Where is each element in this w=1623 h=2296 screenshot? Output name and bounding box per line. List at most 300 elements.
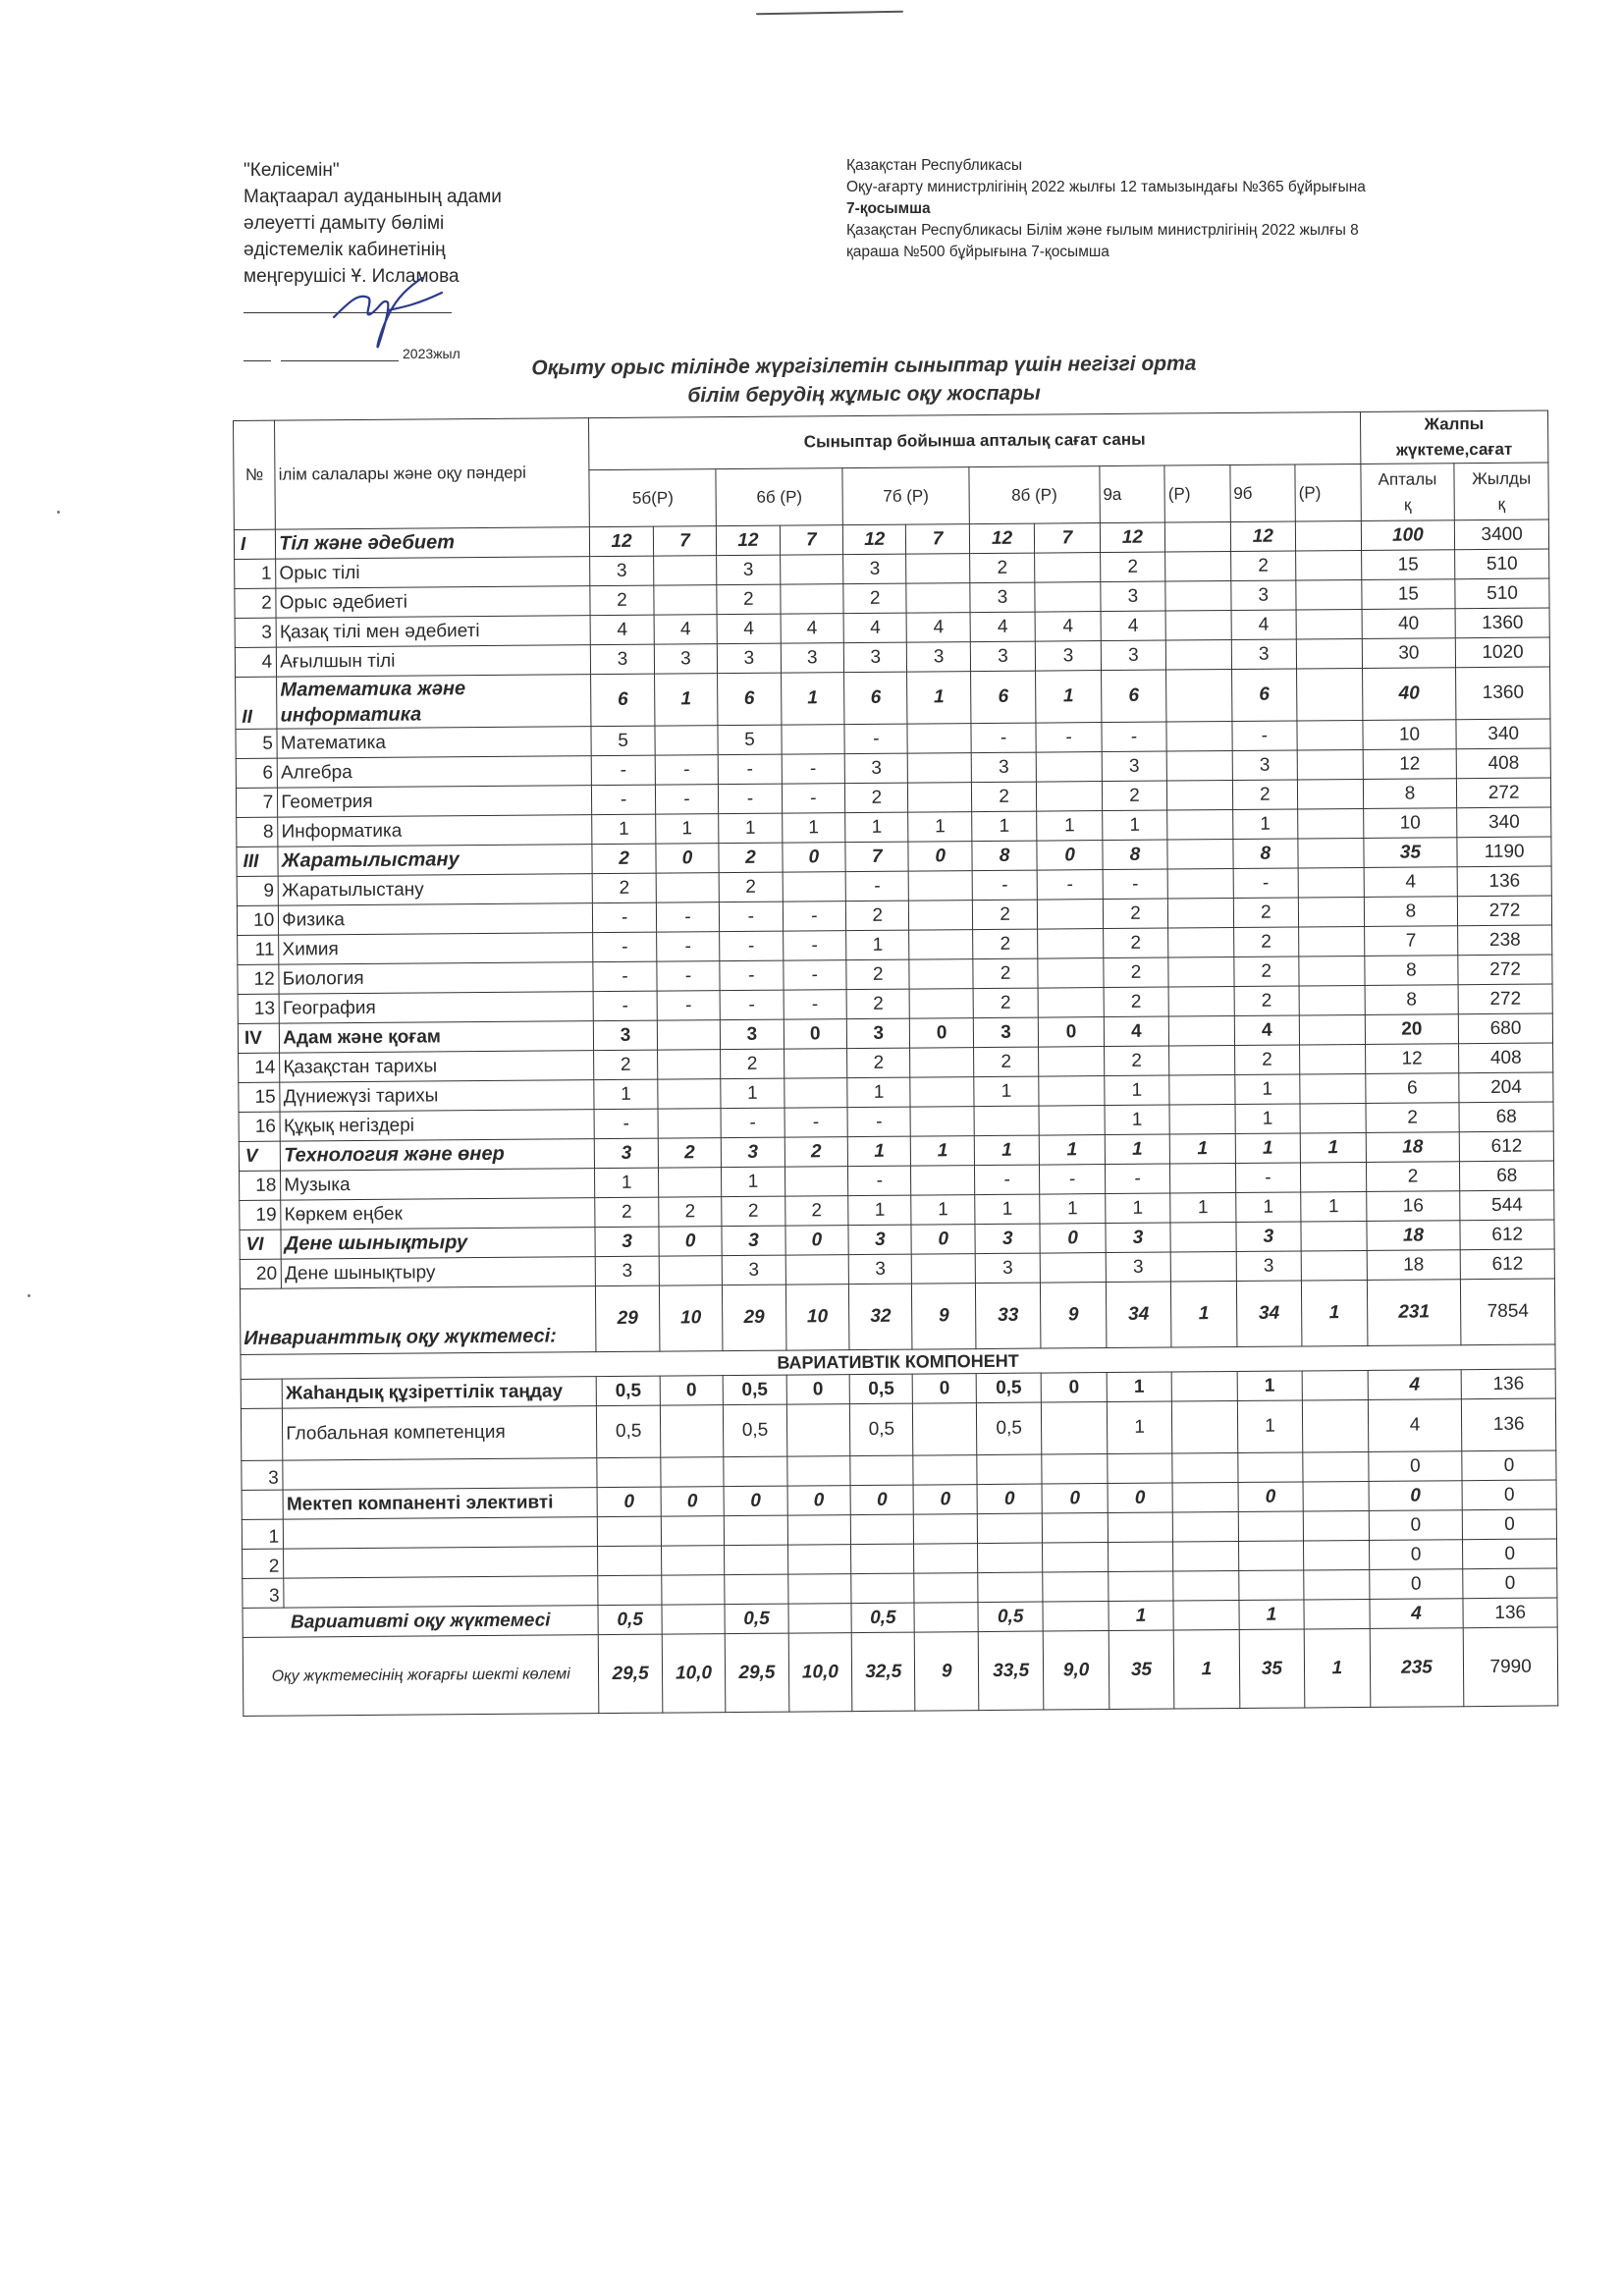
yearly-total: 0 bbox=[1463, 1568, 1557, 1599]
subject-name: Орыс тілі bbox=[276, 557, 590, 589]
hours-cell: 4 bbox=[1231, 610, 1297, 640]
row-number: 15 bbox=[239, 1082, 280, 1112]
hours-cell bbox=[1042, 1402, 1108, 1455]
variative-weekly-total: 4 bbox=[1370, 1599, 1464, 1629]
hours-cell bbox=[598, 1546, 662, 1576]
weekly-total: 0 bbox=[1369, 1540, 1463, 1570]
weekly-total: 8 bbox=[1363, 779, 1457, 809]
hours-cell: 4 bbox=[1035, 612, 1101, 642]
yearly-total: 510 bbox=[1455, 578, 1549, 609]
weekly-total: 12 bbox=[1363, 749, 1457, 780]
hours-cell: - bbox=[1235, 1163, 1301, 1193]
row-number: 19 bbox=[240, 1200, 281, 1230]
hours-cell: 1 bbox=[594, 1079, 658, 1110]
hours-cell bbox=[913, 1455, 977, 1486]
subject-name: География bbox=[279, 992, 593, 1024]
hours-cell: 0,5 bbox=[849, 1403, 913, 1456]
section-name: Жаратылыстану bbox=[278, 845, 592, 877]
hours-cell bbox=[1039, 1076, 1105, 1107]
hours-cell bbox=[780, 584, 843, 615]
subject-name: Ағылшын тілі bbox=[277, 645, 591, 678]
hours-cell: 0 bbox=[913, 1374, 977, 1404]
invariant-total-cell: 9 bbox=[912, 1284, 976, 1350]
hours-cell: 2 bbox=[784, 1196, 848, 1227]
max-load-weekly-total: 235 bbox=[1370, 1628, 1464, 1708]
row-number bbox=[241, 1408, 283, 1460]
day-blank bbox=[243, 360, 271, 361]
hours-cell bbox=[657, 1020, 721, 1051]
max-load-row bbox=[243, 1627, 1558, 1717]
hours-cell bbox=[909, 871, 973, 902]
yearly-total: 272 bbox=[1458, 955, 1552, 985]
section-name: Технология және өнер bbox=[281, 1139, 595, 1172]
hours-cell: 1 bbox=[595, 1168, 659, 1198]
hours-cell bbox=[912, 1254, 976, 1285]
scan-speck bbox=[27, 1294, 30, 1297]
hours-cell bbox=[1038, 900, 1104, 930]
hours-cell: 0 bbox=[911, 1225, 975, 1255]
subject-name: Орыс әдебиеті bbox=[276, 586, 590, 619]
row-number: 10 bbox=[237, 905, 278, 935]
hours-cell: 2 bbox=[722, 1196, 785, 1227]
hours-cell: 1 bbox=[1300, 1132, 1366, 1163]
max-load-cell: 9 bbox=[915, 1632, 979, 1712]
hours-cell: 0 bbox=[784, 1019, 847, 1050]
hours-cell: 2 bbox=[1102, 781, 1167, 811]
yearly-total: 340 bbox=[1456, 719, 1550, 749]
hours-cell bbox=[1297, 720, 1363, 750]
hours-cell: - bbox=[1103, 869, 1168, 900]
hours-cell: 6 bbox=[718, 673, 782, 726]
hours-cell bbox=[908, 753, 972, 784]
subject-name: Жаратылыстану bbox=[278, 874, 592, 906]
hours-cell bbox=[1169, 1105, 1235, 1135]
row-number: 14 bbox=[239, 1053, 280, 1082]
hours-cell: 1 bbox=[1237, 1371, 1303, 1401]
header-weekly-hours: Сыныптар бойынша апталық сағат саны bbox=[589, 411, 1361, 469]
yearly-total: 510 bbox=[1455, 549, 1549, 579]
yearly-total: 238 bbox=[1458, 925, 1552, 956]
variative-total-label: Вариативті оқу жүктемесі bbox=[243, 1606, 599, 1638]
max-load-cell: 35 bbox=[1109, 1630, 1174, 1710]
hours-cell: 0 bbox=[724, 1486, 787, 1516]
hours-cell bbox=[1237, 1452, 1303, 1483]
hours-cell bbox=[1298, 779, 1364, 809]
hours-cell bbox=[787, 1545, 851, 1575]
hours-cell: 0 bbox=[850, 1485, 914, 1515]
hours-cell: 2 bbox=[1104, 987, 1169, 1017]
hours-cell bbox=[1170, 1164, 1236, 1194]
weekly-total: 10 bbox=[1363, 808, 1457, 839]
hours-cell bbox=[783, 872, 846, 902]
variative-subject-name bbox=[284, 1576, 598, 1609]
hours-cell: 3 bbox=[595, 1227, 659, 1257]
hours-cell: 4 bbox=[843, 613, 907, 643]
weekly-total: 8 bbox=[1364, 956, 1458, 986]
hours-cell bbox=[1297, 668, 1363, 721]
row-number: 6 bbox=[236, 758, 277, 788]
hours-cell bbox=[1038, 958, 1104, 989]
row-number: 2 bbox=[235, 588, 276, 618]
weekly-total: 0 bbox=[1369, 1510, 1463, 1541]
title-line-2: білім берудің жұмыс оқу жоспары bbox=[687, 381, 1041, 408]
hours-cell: 0 bbox=[977, 1484, 1043, 1514]
hours-cell: 1 bbox=[654, 674, 718, 727]
variative-subject-name bbox=[283, 1458, 597, 1491]
order-line: Қазақстан Республикасы Білім және ғылым министрлігінің 2022 жылғы 8 bbox=[846, 222, 1359, 239]
subject-name: Құқық негіздері bbox=[280, 1110, 594, 1142]
hours-cell: 1 bbox=[721, 1078, 784, 1109]
hours-cell bbox=[656, 873, 720, 903]
hours-cell bbox=[1166, 670, 1232, 723]
hours-cell bbox=[1301, 1162, 1367, 1192]
hours-cell: 0 bbox=[908, 842, 972, 872]
hours-cell: 2 bbox=[659, 1197, 723, 1228]
hours-cell bbox=[1038, 988, 1104, 1018]
hours-cell bbox=[1169, 1016, 1235, 1047]
curriculum-table-wrapper bbox=[233, 410, 1558, 1716]
hours-cell: - bbox=[655, 755, 719, 786]
variative-total-cell: 0,5 bbox=[598, 1605, 662, 1635]
header-total-load-line2: жүктеме,сағат bbox=[1395, 439, 1513, 460]
hours-cell bbox=[1297, 749, 1363, 780]
hours-cell: 1 bbox=[974, 1076, 1040, 1107]
invariant-total-cell: 10 bbox=[785, 1285, 849, 1351]
variative-total-cell bbox=[1043, 1602, 1109, 1632]
invariant-yearly-total: 7854 bbox=[1461, 1279, 1555, 1345]
section-number: IV bbox=[238, 1023, 279, 1053]
hours-cell bbox=[1296, 579, 1362, 610]
header-yearly bbox=[1454, 463, 1548, 520]
subject-name: Геометрия bbox=[278, 786, 592, 818]
hours-cell: 2 bbox=[1104, 957, 1169, 988]
hours-cell: - bbox=[1105, 1164, 1170, 1194]
header-weekly-line1: Апталы bbox=[1378, 468, 1437, 489]
hours-cell: 3 bbox=[843, 554, 907, 584]
hours-cell: 1 bbox=[975, 1194, 1041, 1225]
invariant-total-cell: 29 bbox=[723, 1285, 786, 1351]
variative-total-cell bbox=[662, 1605, 726, 1635]
hours-cell: 3 bbox=[971, 752, 1037, 783]
weekly-total: 10 bbox=[1363, 720, 1457, 750]
hours-cell: 0 bbox=[1039, 1017, 1105, 1048]
yearly-total: 272 bbox=[1458, 984, 1552, 1014]
row-number: 8 bbox=[237, 817, 278, 847]
hours-cell: 1 bbox=[1105, 1075, 1170, 1106]
order-line: Қазақстан Республикасы bbox=[846, 157, 1023, 174]
hours-cell: 4 bbox=[1104, 1016, 1169, 1047]
hours-cell: 0 bbox=[785, 1226, 849, 1256]
row-number: 5 bbox=[236, 729, 277, 758]
invariant-total-label: Инварианттық оқу жүктемесі: bbox=[240, 1286, 596, 1355]
variative-total-cell bbox=[1173, 1600, 1239, 1630]
hours-cell: - bbox=[593, 991, 657, 1021]
hours-cell bbox=[1035, 582, 1101, 613]
hours-cell bbox=[1304, 1569, 1370, 1600]
hours-cell: 3 bbox=[975, 1253, 1041, 1284]
yearly-total: 0 bbox=[1462, 1450, 1556, 1481]
section-name: Тіл және әдебиет bbox=[276, 527, 590, 560]
hours-cell bbox=[1108, 1453, 1173, 1484]
weekly-total: 2 bbox=[1366, 1162, 1460, 1192]
hours-cell bbox=[1108, 1542, 1173, 1572]
hours-cell: 1 bbox=[1102, 810, 1167, 841]
hours-cell: - bbox=[657, 991, 721, 1021]
hours-cell bbox=[1166, 751, 1232, 782]
hours-cell: 1 bbox=[1036, 671, 1102, 724]
hours-cell bbox=[1037, 752, 1103, 783]
row-number: 18 bbox=[240, 1171, 281, 1200]
hours-cell: 1 bbox=[1235, 1192, 1301, 1223]
invariant-total-cell: 10 bbox=[659, 1285, 723, 1352]
yearly-total: 0 bbox=[1462, 1480, 1556, 1510]
hours-cell: 7 bbox=[845, 842, 909, 872]
hours-cell: 3 bbox=[591, 644, 655, 675]
subject-name: Химия bbox=[279, 933, 593, 965]
hours-cell: 12 bbox=[1100, 522, 1165, 553]
hours-cell: 8 bbox=[1233, 839, 1299, 869]
variative-total-cell: 0,5 bbox=[851, 1603, 915, 1633]
hours-cell bbox=[658, 1109, 722, 1139]
row-number: 7 bbox=[236, 788, 277, 817]
hours-cell: 2 bbox=[658, 1138, 722, 1169]
hours-cell bbox=[1296, 550, 1362, 580]
weekly-total: 30 bbox=[1362, 638, 1456, 669]
hours-cell: 1 bbox=[974, 1135, 1040, 1166]
weekly-total: 40 bbox=[1362, 609, 1456, 639]
hours-cell bbox=[914, 1544, 978, 1574]
hours-cell: 2 bbox=[717, 584, 781, 615]
hours-cell: 0 bbox=[1108, 1483, 1173, 1513]
variative-total-cell bbox=[914, 1603, 978, 1633]
row-number: 2 bbox=[243, 1549, 284, 1578]
hours-cell: 2 bbox=[1232, 780, 1298, 810]
hours-cell bbox=[653, 556, 717, 586]
hours-cell bbox=[1172, 1511, 1238, 1542]
order-line: 7-қосымша bbox=[846, 200, 931, 217]
subject-name: Қазақ тілі мен әдебиеті bbox=[276, 616, 590, 648]
header-class: 6б (Р) bbox=[716, 468, 842, 526]
hours-cell: 12 bbox=[969, 523, 1035, 554]
hours-cell bbox=[1301, 1250, 1367, 1281]
section-name: Дене шынықтыру bbox=[281, 1228, 595, 1260]
hours-cell bbox=[598, 1575, 662, 1606]
yearly-total: 136 bbox=[1462, 1398, 1556, 1451]
approval-line: әлеуетті дамыту бөлімі bbox=[243, 213, 445, 234]
header-subjects: ілім салалары және оқу пәндері bbox=[275, 418, 590, 530]
hours-cell: 2 bbox=[1233, 927, 1299, 957]
row-number: 9 bbox=[237, 876, 278, 905]
yearly-total: 272 bbox=[1458, 896, 1552, 926]
header-class: 5б(Р) bbox=[589, 469, 716, 527]
hours-cell: 3 bbox=[848, 1225, 912, 1255]
variative-total-cell: 0,5 bbox=[725, 1604, 788, 1634]
hours-cell bbox=[914, 1573, 978, 1604]
hours-cell: 4 bbox=[1101, 611, 1166, 641]
hours-cell: 2 bbox=[973, 988, 1039, 1018]
hours-cell: 2 bbox=[590, 585, 654, 616]
hours-cell bbox=[907, 724, 971, 754]
hours-cell: 1 bbox=[846, 930, 910, 960]
month-blank bbox=[281, 360, 399, 361]
hours-cell: 0 bbox=[910, 1018, 974, 1049]
hours-cell bbox=[909, 959, 973, 990]
hours-cell bbox=[1299, 926, 1365, 957]
hours-cell bbox=[1296, 609, 1362, 639]
hours-cell bbox=[659, 1256, 723, 1286]
hours-cell: 0 bbox=[1037, 841, 1103, 871]
hours-cell: - bbox=[720, 960, 784, 991]
yearly-total: 340 bbox=[1457, 807, 1551, 838]
hours-cell: 1 bbox=[1234, 1074, 1300, 1105]
hours-cell: 2 bbox=[844, 783, 908, 813]
header-yearly-line1: Жылды bbox=[1472, 468, 1532, 488]
title-line-1: Оқыту орыс тілінде жүргізілетін сыныптар үшін негізгі орта bbox=[531, 352, 1197, 380]
hours-cell: - bbox=[1040, 1165, 1106, 1195]
hours-cell: 0,5 bbox=[597, 1405, 661, 1458]
hours-cell bbox=[1301, 1221, 1367, 1251]
hours-cell bbox=[1165, 522, 1231, 553]
hours-cell: 1 bbox=[781, 673, 844, 726]
hours-cell bbox=[1298, 867, 1364, 898]
invariant-total-cell: 34 bbox=[1236, 1281, 1302, 1347]
hours-cell bbox=[785, 1255, 849, 1285]
hours-cell: 3 bbox=[781, 643, 844, 674]
hours-cell bbox=[1302, 1399, 1368, 1452]
hours-cell bbox=[1169, 1075, 1235, 1106]
hours-cell bbox=[910, 1048, 974, 1078]
hours-cell: 2 bbox=[719, 843, 783, 873]
max-load-label: Оқу жүктемесінің жоғарғы шекті көлемі bbox=[243, 1635, 599, 1717]
hours-cell bbox=[910, 1077, 974, 1108]
hours-cell: 1 bbox=[848, 1195, 912, 1226]
hours-cell bbox=[1238, 1570, 1304, 1601]
variative-yearly-total: 136 bbox=[1463, 1598, 1557, 1628]
hours-cell: 1 bbox=[907, 672, 971, 725]
hours-cell bbox=[906, 554, 970, 584]
hours-cell bbox=[910, 1107, 974, 1137]
hours-cell: 2 bbox=[971, 782, 1037, 812]
row-number: 12 bbox=[238, 964, 279, 994]
row-number: 20 bbox=[240, 1259, 281, 1288]
hours-cell: 1 bbox=[972, 811, 1038, 842]
hours-cell: - bbox=[718, 754, 782, 785]
hours-cell: - bbox=[721, 1108, 784, 1138]
subject-name: Математика bbox=[277, 727, 591, 759]
hours-cell bbox=[1300, 1103, 1366, 1133]
hours-cell: - bbox=[655, 785, 719, 815]
hours-cell: 1 bbox=[782, 813, 845, 844]
row-number: 1 bbox=[242, 1519, 283, 1549]
yearly-total: 1190 bbox=[1457, 837, 1551, 867]
hours-cell bbox=[1042, 1454, 1108, 1485]
hours-cell bbox=[724, 1456, 787, 1487]
hours-cell bbox=[1238, 1511, 1304, 1542]
weekly-total: 4 bbox=[1368, 1399, 1462, 1452]
hours-cell: 1 bbox=[592, 814, 656, 845]
hours-cell bbox=[784, 1078, 847, 1109]
hours-cell: 2 bbox=[592, 844, 656, 874]
hours-cell: 2 bbox=[593, 873, 657, 903]
yearly-total: 0 bbox=[1463, 1509, 1557, 1540]
hours-cell: 3 bbox=[1106, 1252, 1171, 1283]
hours-cell: 4 bbox=[970, 612, 1036, 642]
hours-cell: - bbox=[592, 755, 656, 786]
weekly-total: 0 bbox=[1369, 1569, 1463, 1600]
hours-cell: - bbox=[784, 1108, 848, 1138]
invariant-total-cell: 1 bbox=[1302, 1280, 1368, 1346]
hours-cell: 1 bbox=[1107, 1401, 1172, 1454]
section-number: III bbox=[237, 847, 278, 876]
hours-cell: - bbox=[784, 990, 847, 1020]
hours-cell: 3 bbox=[596, 1256, 660, 1286]
hours-cell: 0,5 bbox=[976, 1373, 1042, 1403]
hours-cell: 1 bbox=[911, 1195, 975, 1226]
hours-cell: 1 bbox=[1105, 1105, 1170, 1135]
hours-cell: 4 bbox=[654, 615, 718, 645]
hours-cell bbox=[784, 1049, 847, 1079]
hours-cell bbox=[597, 1457, 661, 1488]
weekly-total: 2 bbox=[1366, 1103, 1460, 1133]
hours-cell: 0 bbox=[1238, 1482, 1304, 1512]
header-total-load-line1: Жалпы bbox=[1424, 413, 1485, 434]
weekly-total: 15 bbox=[1361, 579, 1455, 610]
hours-cell bbox=[598, 1516, 662, 1547]
hours-cell: 1 bbox=[722, 1167, 785, 1197]
hours-cell: 3 bbox=[1036, 641, 1102, 672]
hours-cell: 2 bbox=[973, 1047, 1039, 1077]
hours-cell: 2 bbox=[1104, 1046, 1169, 1076]
hours-cell: 2 bbox=[973, 929, 1039, 959]
hours-cell bbox=[1166, 640, 1232, 671]
invariant-total-cell: 32 bbox=[848, 1284, 912, 1350]
max-load-yearly-total: 7990 bbox=[1463, 1627, 1557, 1707]
weekly-total: 7 bbox=[1364, 926, 1458, 957]
hours-cell bbox=[1238, 1541, 1304, 1571]
hours-cell: - bbox=[656, 902, 720, 933]
hours-cell bbox=[1165, 611, 1231, 641]
hours-cell: - bbox=[656, 932, 720, 962]
subject-name: Информатика bbox=[278, 815, 592, 847]
hours-cell: 1 bbox=[1237, 1400, 1303, 1453]
hours-cell: 2 bbox=[969, 553, 1035, 583]
hours-cell: 1 bbox=[847, 1136, 911, 1167]
hours-cell: 1 bbox=[1169, 1134, 1235, 1165]
header-weekly-line2: қ bbox=[1403, 495, 1412, 515]
order-line: қараша №500 бұйрығына 7-қосымша bbox=[846, 244, 1109, 260]
hours-cell: 3 bbox=[1106, 1223, 1171, 1253]
yearly-total: 272 bbox=[1457, 778, 1551, 808]
hours-cell: - bbox=[974, 1165, 1040, 1195]
hours-cell bbox=[1165, 552, 1231, 582]
row-number: 4 bbox=[235, 647, 276, 677]
order-reference bbox=[846, 155, 1514, 263]
hours-cell: 3 bbox=[595, 1138, 659, 1169]
hours-cell: 0 bbox=[1040, 1224, 1106, 1254]
hours-cell: - bbox=[782, 784, 845, 814]
hours-cell: 2 bbox=[594, 1050, 658, 1080]
hours-cell: - bbox=[972, 870, 1038, 901]
hours-cell: - bbox=[845, 871, 909, 902]
hours-cell: 3 bbox=[848, 1254, 912, 1285]
hours-cell: 0,5 bbox=[724, 1404, 787, 1457]
yearly-total: 136 bbox=[1457, 866, 1551, 897]
hours-cell: - bbox=[1036, 723, 1102, 753]
hours-cell bbox=[1038, 929, 1104, 959]
hours-cell: 8 bbox=[972, 841, 1038, 871]
hours-cell: 3 bbox=[1236, 1251, 1302, 1282]
hours-cell: 3 bbox=[975, 1224, 1041, 1254]
